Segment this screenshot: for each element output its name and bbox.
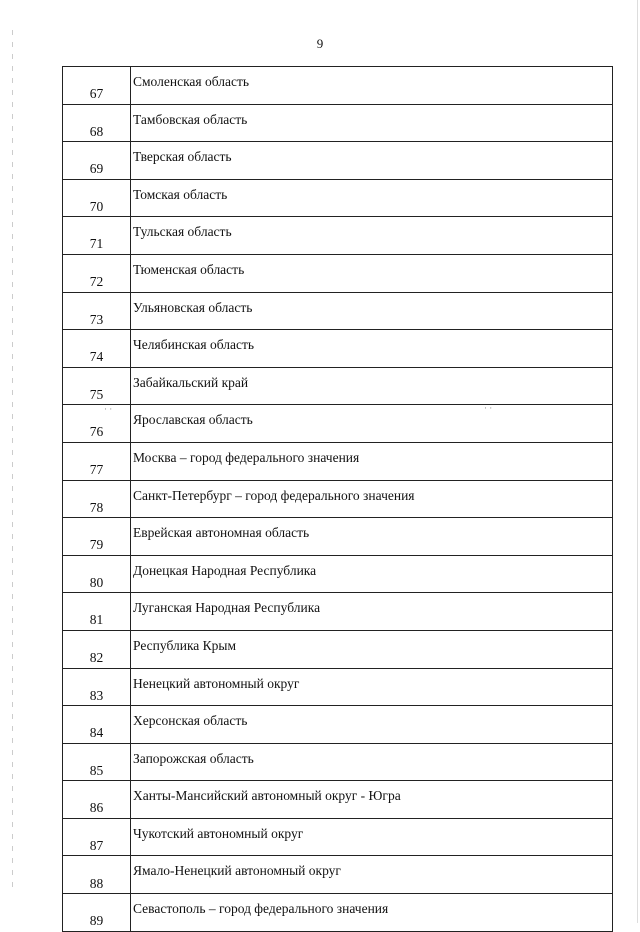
region-name: Санкт-Петербург – город федерального значения [131,480,613,518]
table-row [63,781,613,819]
row-number: 74 [63,330,131,368]
row-number: 82 [63,630,131,668]
table-row [63,292,613,330]
region-name: Донецкая Народная Республика [131,555,613,593]
region-name: Херсонская область [131,706,613,744]
region-name: Тамбовская область [131,104,613,142]
row-number: 71 [63,217,131,255]
row-number: 76 [63,405,131,443]
row-number: 86 [63,781,131,819]
row-number: 72 [63,254,131,292]
table-row [63,67,613,105]
table-row [63,367,613,405]
scan-margin-dots [12,30,13,890]
table-row [63,104,613,142]
row-number: 89 [63,894,131,932]
regions-table [62,66,613,932]
table-row [63,668,613,706]
table-row [63,818,613,856]
region-name: Тульская область [131,217,613,255]
row-number: 81 [63,593,131,631]
region-name: Республика Крым [131,630,613,668]
table-row [63,442,613,480]
row-number: 78 [63,480,131,518]
row-number: 75 [63,367,131,405]
table-row [63,856,613,894]
row-number: 85 [63,743,131,781]
region-name: Ненецкий автономный округ [131,668,613,706]
region-name: Ульяновская область [131,292,613,330]
region-name: Севастополь – город федерального значения [131,894,613,932]
row-number: 79 [63,518,131,556]
table-row [63,142,613,180]
region-name: Челябинская область [131,330,613,368]
region-name: Тверская область [131,142,613,180]
table-row [63,894,613,932]
region-name: Ямало-Ненецкий автономный округ [131,856,613,894]
table-row [63,706,613,744]
table-row [63,480,613,518]
table-row [63,630,613,668]
region-name: Смоленская область [131,67,613,105]
table-row [63,254,613,292]
row-number: 67 [63,67,131,105]
row-number: 77 [63,442,131,480]
row-number: 83 [63,668,131,706]
region-name: Запорожская область [131,743,613,781]
row-number: 70 [63,179,131,217]
region-name: Москва – город федерального значения [131,442,613,480]
table-row [63,179,613,217]
region-name: Чукотский автономный округ [131,818,613,856]
table-row [63,555,613,593]
scan-speck: · · [484,403,493,413]
region-name: Забайкальский край [131,367,613,405]
row-number: 68 [63,104,131,142]
region-name: Ханты-Мансийский автономный округ - Югра [131,781,613,819]
region-name: Еврейская автономная область [131,518,613,556]
region-name: Луганская Народная Республика [131,593,613,631]
table-row [63,405,613,443]
row-number: 88 [63,856,131,894]
table-row [63,217,613,255]
regions-table-body [63,67,613,932]
scan-speck: · · [104,404,113,414]
row-number: 69 [63,142,131,180]
row-number: 80 [63,555,131,593]
table-row [63,330,613,368]
table-row [63,593,613,631]
scan-edge [637,0,638,923]
table-row [63,743,613,781]
region-name: Тюменская область [131,254,613,292]
region-name: Ярославская область [131,405,613,443]
page-number: 9 [316,36,324,51]
row-number: 84 [63,706,131,744]
table-row [63,518,613,556]
row-number: 87 [63,818,131,856]
region-name: Томская область [131,179,613,217]
row-number: 73 [63,292,131,330]
